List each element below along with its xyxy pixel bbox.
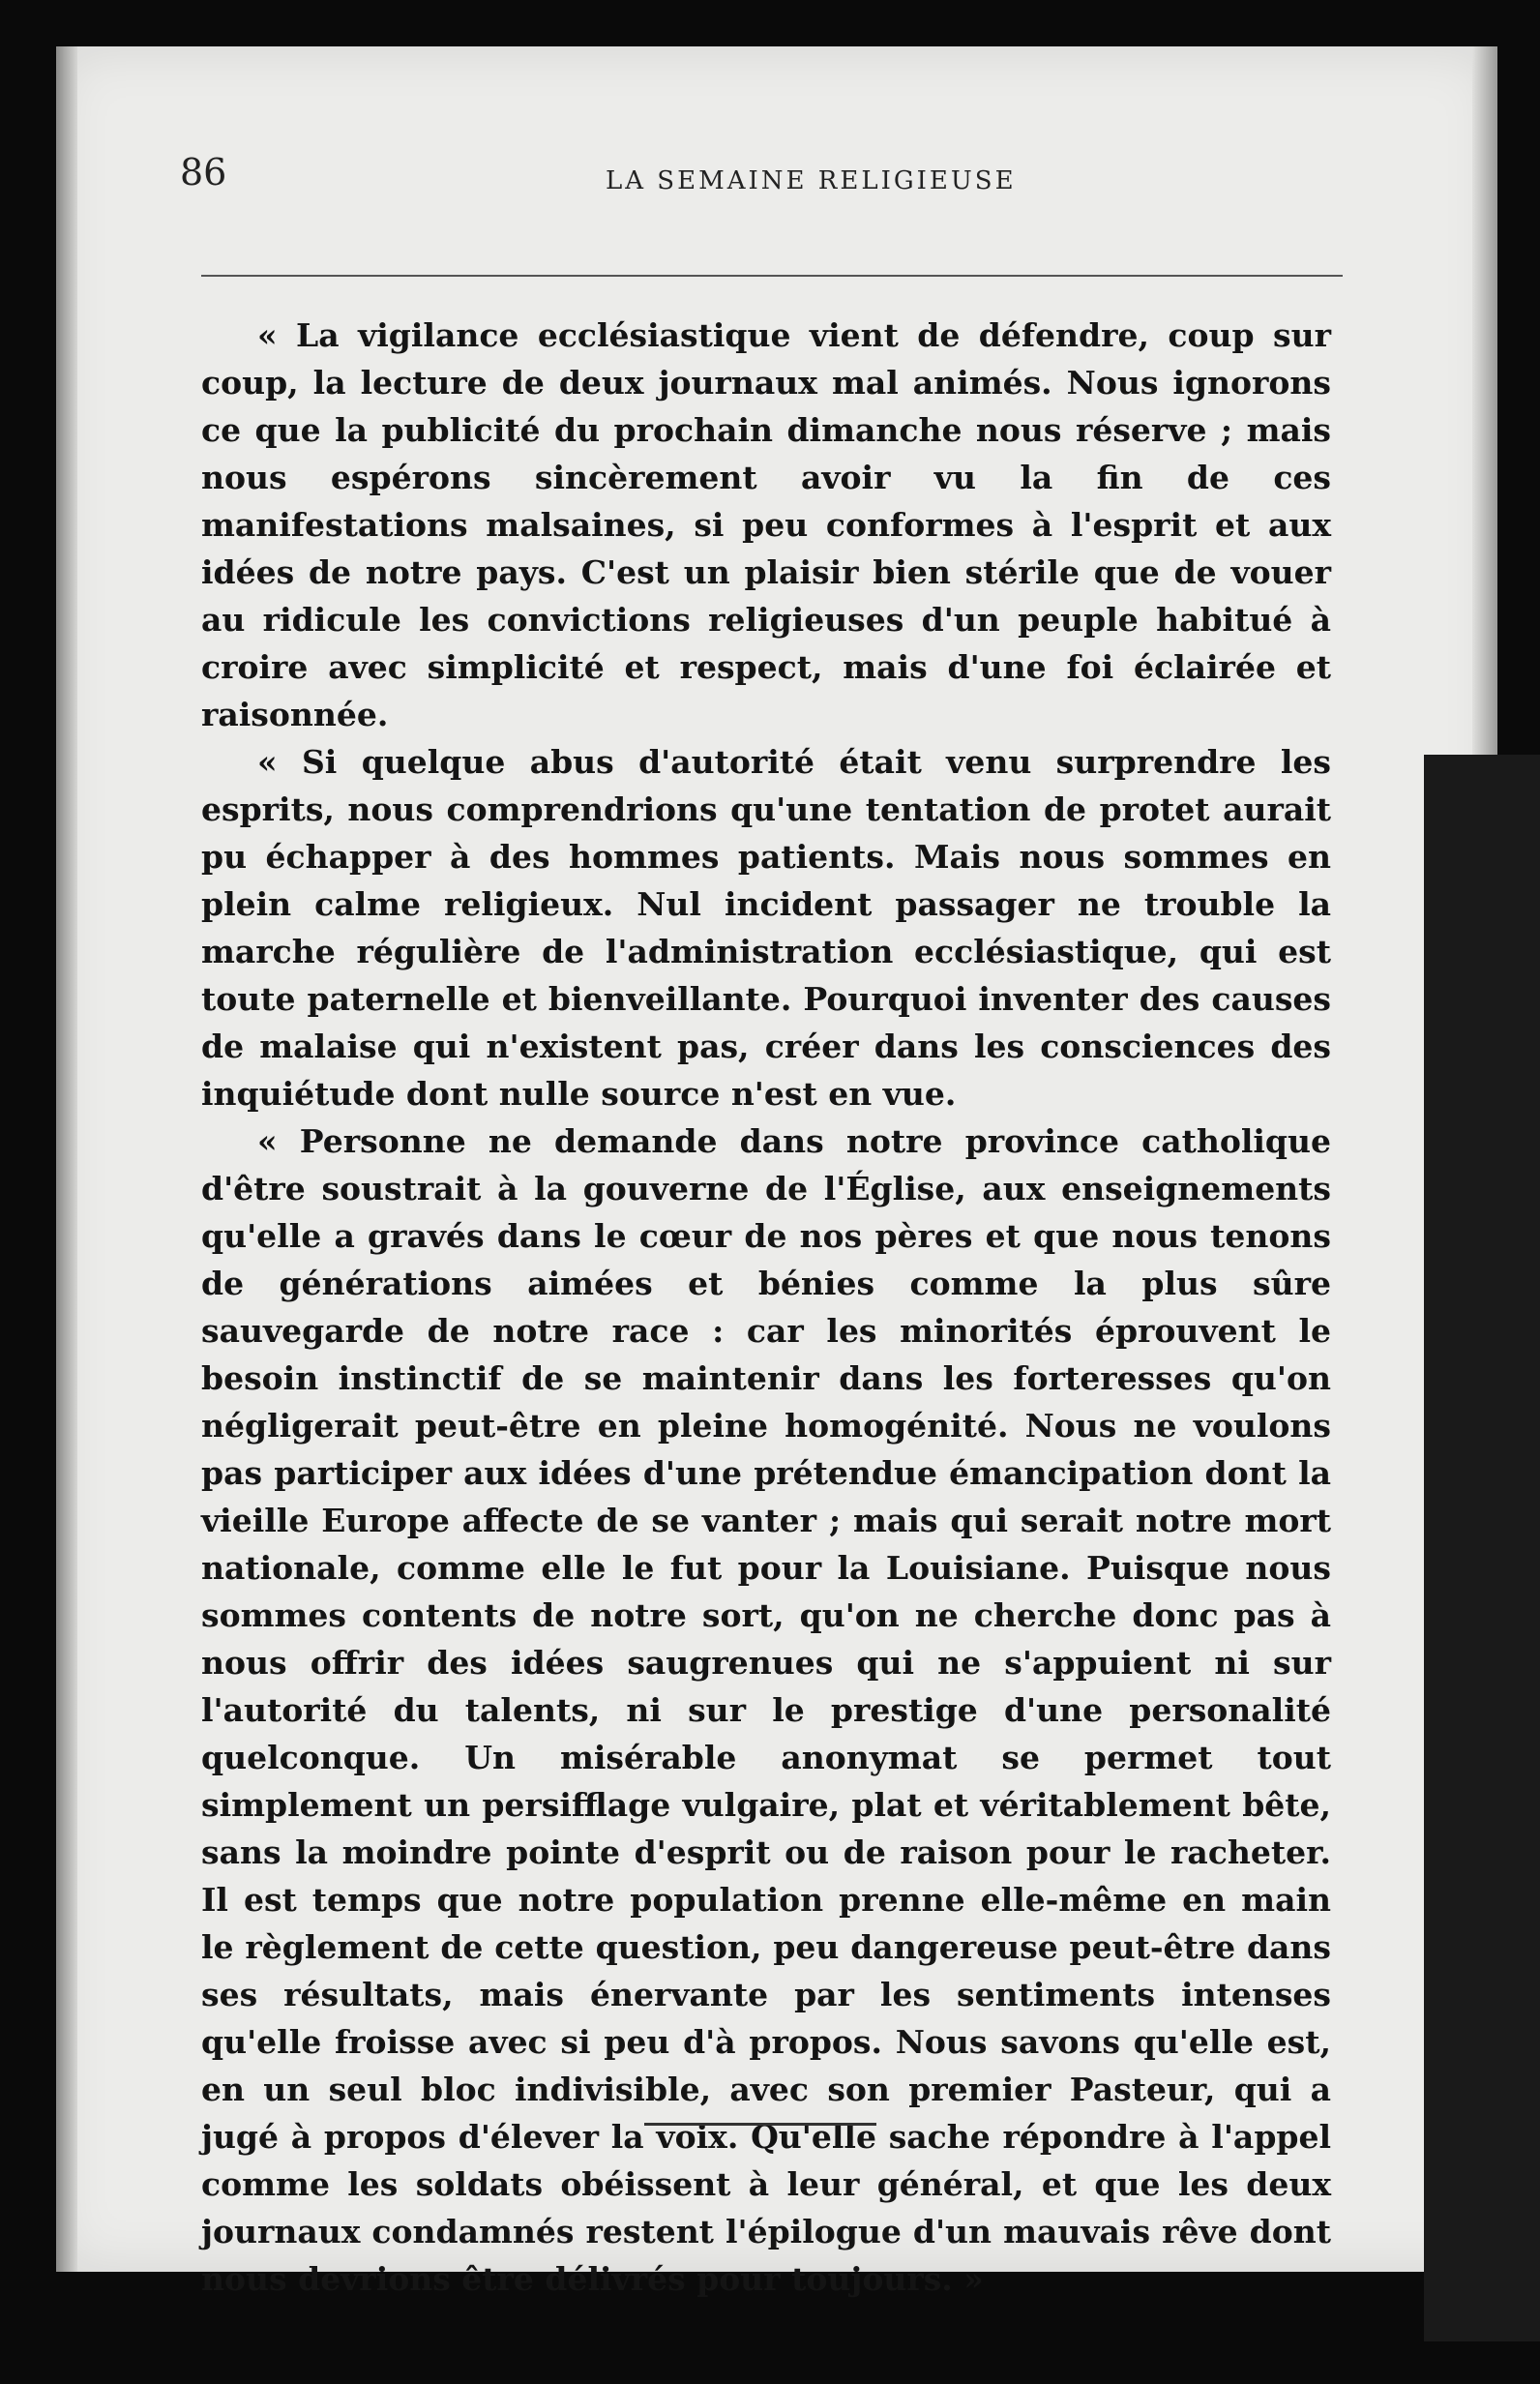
article-body	[201, 312, 1331, 2303]
page-number: 86	[180, 151, 227, 194]
header-divider	[201, 275, 1343, 277]
running-title: LA SEMAINE RELIGIEUSE	[606, 166, 1017, 195]
paragraph-1: « La vigilance ecclésiastique vient de défendre, coup sur coup, la lecture de deux journaux mal animés. Nous ignorons ce que la publicité du prochain dimanche nous réserve ; mais nous espérons sincèrement avoir vu la fin de ces manifestations malsaines, si peu conformes à l'esprit et aux idées de notre pays. C'est un plaisir bien stérile que de vouer au ridicule les convictions religieuses d'un peuple habitué à croire avec simplicité et respect, mais d'une foi éclairée et raisonnée.	[201, 316, 1331, 733]
paragraph-3: « Personne ne demande dans notre province catholique d'être soustrait à la gouverne de l'Église, aux enseignements qu'elle a gravés dans le cœur de nos pères et que nous tenons de générations aimées et bénies comme la plus sûre sauvegarde de notre race : car les minorités éprouvent le besoin instinctif de se maintenir dans les forteresses qu'on négligerait peut-être en pleine homogénité. Nous ne voulons pas participer aux idées d'une prétendue émancipation dont la vieille Europe affecte de se vanter ; mais qui serait notre mort nationale, comme elle le fut pour la Louisiane. Puisque nous sommes contents de notre sort, qu'on ne cherche donc pas à nous offrir des idées saugrenues qui ne s'appuient ni sur l'autorité du talents, ni sur le prestige d'une personalité quelconque. Un misérable anonymat se permet tout simplement un persifflage vulgaire, plat et véritablement bête, sans la moindre pointe d'esprit ou de raison pour le racheter. Il est temps que notre population prenne elle-même en main le règlement de cette question, peu dangereuse peut-être dans ses résultats, mais énervante par les sentiments intenses qu'elle froisse avec si peu d'à propos. Nous savons qu'elle est, en un seul bloc indivisible, avec son premier Pasteur, qui a jugé à propos d'élever la voix. Qu'elle sache répondre à l'appel comme les soldats obéissent à leur général, et que les deux journaux condamnés restent l'épilogue d'un mauvais rêve dont nous devrions être délivrés pour toujours. »	[201, 1122, 1331, 2298]
page-left-edge	[56, 46, 77, 2272]
scanned-page	[56, 46, 1497, 2298]
end-divider	[644, 2123, 876, 2126]
page-header	[180, 151, 1341, 219]
paragraph-2: « Si quelque abus d'autorité était venu surprendre les esprits, nous comprendrions qu'une tentation de protet aurait pu échapper à des hommes patients. Mais nous sommes en plein calme religieux. Nul incident passager ne trouble la marche régulière de l'administration ecclésiastique, qui est toute paternelle et bienveillante. Pourquoi inventer des causes de malaise qui n'existent pas, créer dans les consciences des inquiétude dont nulle source n'est en vue.	[201, 743, 1331, 1113]
scan-border-shadow	[1424, 755, 1540, 2341]
